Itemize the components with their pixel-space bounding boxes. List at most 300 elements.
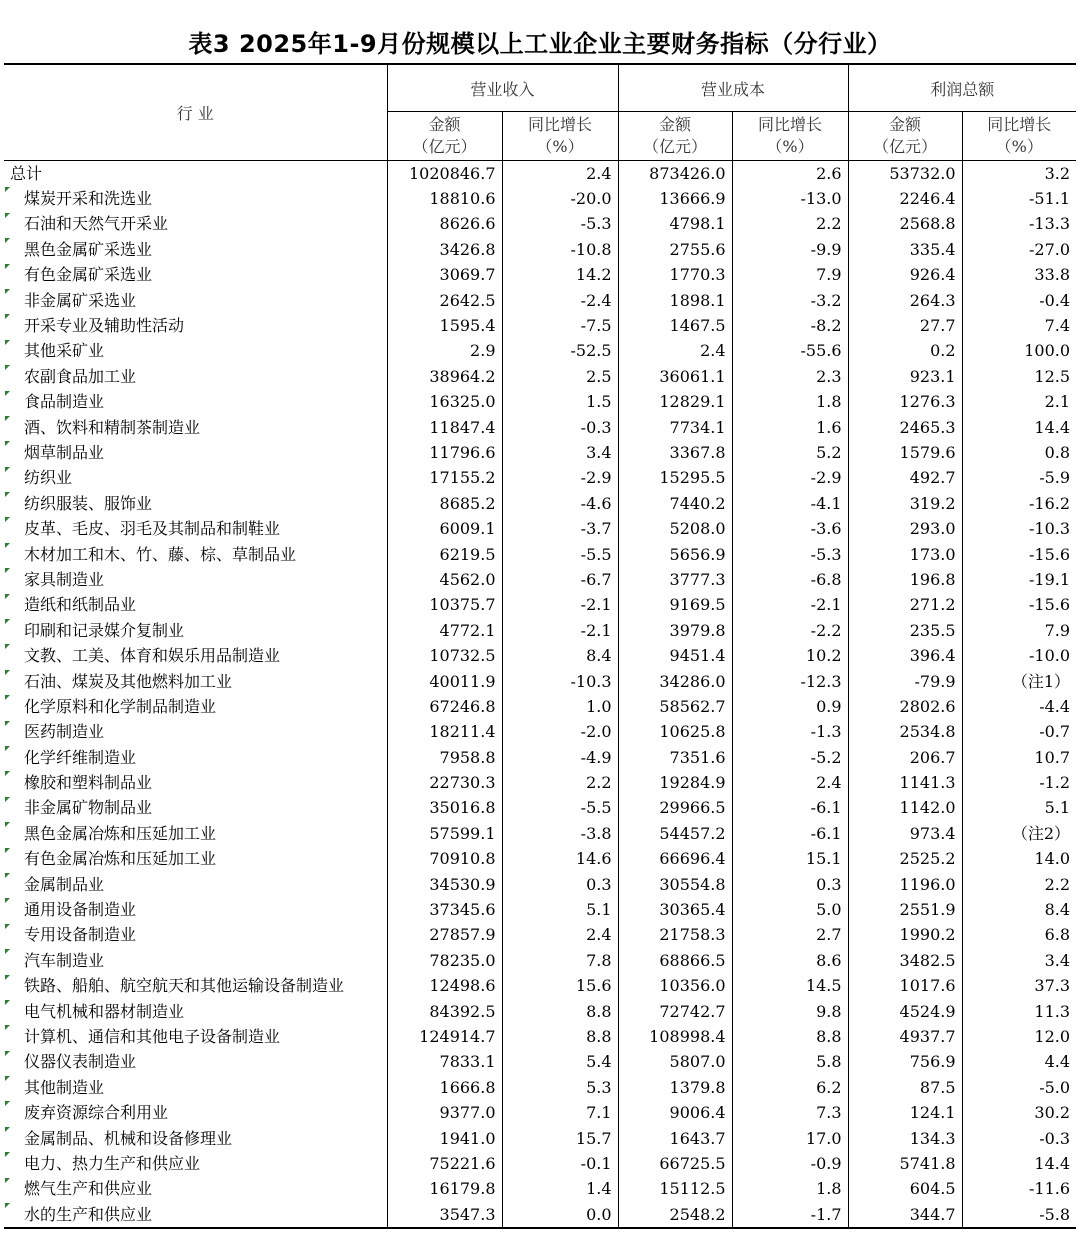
revenue-growth-cell: -4.9 bbox=[502, 745, 618, 770]
profit-amount-cell: 2551.9 bbox=[848, 897, 962, 922]
revenue-amount-cell: 6219.5 bbox=[387, 542, 502, 567]
profit-growth-cell: 2.2 bbox=[962, 872, 1076, 897]
profit-amount-cell: 4524.9 bbox=[848, 999, 962, 1024]
profit-amount-header bbox=[848, 112, 962, 161]
revenue-amount-cell: 1666.8 bbox=[387, 1075, 502, 1100]
cell-comment-marker bbox=[5, 517, 10, 522]
cost-growth-cell: -13.0 bbox=[732, 186, 848, 211]
cost-growth-cell: 2.2 bbox=[732, 212, 848, 237]
industry-name-cell bbox=[4, 364, 387, 389]
profit-amount-cell: 264.3 bbox=[848, 288, 962, 313]
revenue-growth-cell: 1.0 bbox=[502, 694, 618, 719]
cell-comment-marker bbox=[5, 670, 10, 675]
revenue-amount-cell: 22730.3 bbox=[387, 770, 502, 795]
industry-name: 化学纤维制造业 bbox=[24, 747, 137, 767]
table-row bbox=[4, 643, 1076, 668]
industry-name: 化学原料和化学制品制造业 bbox=[24, 696, 217, 716]
profit-amount-cell: 1141.3 bbox=[848, 770, 962, 795]
growth-label: 同比增长 bbox=[528, 115, 593, 134]
profit-growth-cell: -51.1 bbox=[962, 186, 1076, 211]
cost-amount-cell: 66696.4 bbox=[618, 847, 732, 872]
revenue-amount-cell: 1941.0 bbox=[387, 1126, 502, 1151]
revenue-amount-cell: 18810.6 bbox=[387, 186, 502, 211]
cell-comment-marker bbox=[5, 924, 10, 929]
industry-name: 家具制造业 bbox=[24, 569, 105, 589]
table-row bbox=[4, 516, 1076, 541]
revenue-growth-cell: -5.5 bbox=[502, 542, 618, 567]
cell-comment-marker bbox=[5, 848, 10, 853]
cost-amount-cell: 21758.3 bbox=[618, 923, 732, 948]
revenue-amount-cell: 7958.8 bbox=[387, 745, 502, 770]
profit-amount-cell: 604.5 bbox=[848, 1177, 962, 1202]
cost-amount-cell: 19284.9 bbox=[618, 770, 732, 795]
industry-name-cell bbox=[4, 263, 387, 288]
cost-growth-cell: 2.6 bbox=[732, 161, 848, 187]
profit-amount-cell: -79.9 bbox=[848, 669, 962, 694]
industry-name: 黑色金属冶炼和压延加工业 bbox=[24, 823, 217, 843]
cost-growth-cell: 8.8 bbox=[732, 1024, 848, 1049]
revenue-amount-cell: 67246.8 bbox=[387, 694, 502, 719]
cost-amount-cell: 72742.7 bbox=[618, 999, 732, 1024]
cell-comment-marker bbox=[5, 1178, 10, 1183]
industry-name: 其他制造业 bbox=[24, 1077, 105, 1097]
table-row bbox=[4, 313, 1076, 338]
amount-unit: （亿元） bbox=[643, 137, 708, 156]
profit-growth-cell: 5.1 bbox=[962, 796, 1076, 821]
total-row bbox=[4, 161, 1076, 187]
profit-growth-cell: -0.7 bbox=[962, 720, 1076, 745]
cost-growth-cell: 8.6 bbox=[732, 948, 848, 973]
profit-growth-cell: 4.4 bbox=[962, 1050, 1076, 1075]
cost-amount-cell: 9451.4 bbox=[618, 643, 732, 668]
industry-name-cell bbox=[4, 1177, 387, 1202]
revenue-growth-cell: 2.4 bbox=[502, 161, 618, 187]
industry-name: 燃气生产和供应业 bbox=[24, 1179, 153, 1199]
table-row bbox=[4, 567, 1076, 592]
cell-comment-marker bbox=[5, 492, 10, 497]
industry-name: 食品制造业 bbox=[24, 392, 105, 412]
cell-comment-marker bbox=[5, 1101, 10, 1106]
industry-name-cell bbox=[4, 923, 387, 948]
cost-growth-cell: 14.5 bbox=[732, 974, 848, 999]
cell-comment-marker bbox=[5, 289, 10, 294]
cost-growth-cell: -6.1 bbox=[732, 796, 848, 821]
cost-growth-cell: 7.9 bbox=[732, 263, 848, 288]
revenue-amount-cell: 78235.0 bbox=[387, 948, 502, 973]
revenue-growth-cell: 3.4 bbox=[502, 440, 618, 465]
table-row bbox=[4, 1100, 1076, 1125]
revenue-amount-cell: 10375.7 bbox=[387, 593, 502, 618]
industry-name-cell bbox=[4, 1100, 387, 1125]
cell-comment-marker bbox=[5, 822, 10, 827]
table-row bbox=[4, 364, 1076, 389]
cost-amount-cell: 29966.5 bbox=[618, 796, 732, 821]
industry-name-cell bbox=[4, 745, 387, 770]
profit-growth-cell: 12.0 bbox=[962, 1024, 1076, 1049]
growth-unit: （%） bbox=[766, 137, 814, 156]
revenue-growth-cell: -7.5 bbox=[502, 313, 618, 338]
revenue-growth-cell: -4.6 bbox=[502, 491, 618, 516]
table-row bbox=[4, 720, 1076, 745]
cost-growth-cell: 10.2 bbox=[732, 643, 848, 668]
industry-name-cell bbox=[4, 313, 387, 338]
revenue-growth-cell: -52.5 bbox=[502, 339, 618, 364]
cost-amount-cell: 9169.5 bbox=[618, 593, 732, 618]
cost-growth-cell: -0.9 bbox=[732, 1151, 848, 1176]
industry-name: 电气机械和器材制造业 bbox=[24, 1001, 185, 1021]
revenue-amount-cell: 34530.9 bbox=[387, 872, 502, 897]
revenue-growth-cell: 5.3 bbox=[502, 1075, 618, 1100]
cost-amount-cell: 13666.9 bbox=[618, 186, 732, 211]
cost-growth-cell: 0.3 bbox=[732, 872, 848, 897]
table-row bbox=[4, 1024, 1076, 1049]
cell-comment-marker bbox=[5, 644, 10, 649]
revenue-amount-cell: 38964.2 bbox=[387, 364, 502, 389]
profit-amount-cell: 2525.2 bbox=[848, 847, 962, 872]
table-row bbox=[4, 288, 1076, 313]
amount-unit: （亿元） bbox=[873, 137, 938, 156]
industry-name: 煤炭开采和洗选业 bbox=[24, 189, 153, 209]
revenue-amount-cell: 8626.6 bbox=[387, 212, 502, 237]
revenue-growth-cell: -0.1 bbox=[502, 1151, 618, 1176]
industry-name: 有色金属冶炼和压延加工业 bbox=[24, 849, 217, 869]
profit-amount-cell: 27.7 bbox=[848, 313, 962, 338]
profit-growth-cell: 100.0 bbox=[962, 339, 1076, 364]
profit-growth-cell: 6.8 bbox=[962, 923, 1076, 948]
growth-unit: （%） bbox=[995, 137, 1043, 156]
revenue-growth-cell: 1.4 bbox=[502, 1177, 618, 1202]
profit-amount-cell: 5741.8 bbox=[848, 1151, 962, 1176]
industry-name: 有色金属矿采选业 bbox=[24, 265, 153, 285]
industry-name-cell bbox=[4, 440, 387, 465]
industry-name-cell bbox=[4, 1202, 387, 1228]
amount-label: 金额 bbox=[428, 115, 461, 134]
table-row bbox=[4, 770, 1076, 795]
revenue-growth-cell: 14.6 bbox=[502, 847, 618, 872]
table-row bbox=[4, 1126, 1076, 1151]
profit-amount-cell: 396.4 bbox=[848, 643, 962, 668]
industry-name-cell bbox=[4, 999, 387, 1024]
table-row bbox=[4, 1075, 1076, 1100]
profit-amount-cell: 87.5 bbox=[848, 1075, 962, 1100]
table-row bbox=[4, 745, 1076, 770]
revenue-growth-cell: 1.5 bbox=[502, 390, 618, 415]
industry-name-cell bbox=[4, 466, 387, 491]
industry-name: 专用设备制造业 bbox=[24, 925, 137, 945]
industry-name-cell bbox=[4, 237, 387, 262]
cost-amount-cell: 2.4 bbox=[618, 339, 732, 364]
revenue-growth-cell: -20.0 bbox=[502, 186, 618, 211]
profit-amount-cell: 756.9 bbox=[848, 1050, 962, 1075]
cost-amount-cell: 9006.4 bbox=[618, 1100, 732, 1125]
revenue-amount-cell: 3426.8 bbox=[387, 237, 502, 262]
cost-growth-cell: 2.7 bbox=[732, 923, 848, 948]
table-row bbox=[4, 1151, 1076, 1176]
cell-comment-marker bbox=[5, 1000, 10, 1005]
revenue-amount-cell: 6009.1 bbox=[387, 516, 502, 541]
table-title: 表3 2025年1-9月份规模以上工业企业主要财务指标（分行业） bbox=[188, 30, 892, 58]
revenue-amount-cell: 2.9 bbox=[387, 339, 502, 364]
industry-name: 酒、饮料和精制茶制造业 bbox=[24, 417, 201, 437]
profit-growth-cell: （注1） bbox=[962, 669, 1076, 694]
growth-label: 同比增长 bbox=[758, 115, 823, 134]
cost-amount-cell: 1643.7 bbox=[618, 1126, 732, 1151]
industry-name-cell bbox=[4, 186, 387, 211]
profit-amount-cell: 293.0 bbox=[848, 516, 962, 541]
table-row bbox=[4, 923, 1076, 948]
revenue-growth-cell: 0.3 bbox=[502, 872, 618, 897]
profit-growth-cell: -0.4 bbox=[962, 288, 1076, 313]
revenue-amount-cell: 35016.8 bbox=[387, 796, 502, 821]
revenue-growth-cell: 5.4 bbox=[502, 1050, 618, 1075]
profit-growth-cell: -13.3 bbox=[962, 212, 1076, 237]
revenue-amount-cell: 70910.8 bbox=[387, 847, 502, 872]
table-row bbox=[4, 542, 1076, 567]
revenue-growth-cell: 8.8 bbox=[502, 999, 618, 1024]
table-row bbox=[4, 796, 1076, 821]
profit-amount-cell: 344.7 bbox=[848, 1202, 962, 1228]
industry-name-cell bbox=[4, 847, 387, 872]
profit-growth-cell: （注2） bbox=[962, 821, 1076, 846]
revenue-growth-cell: -2.1 bbox=[502, 593, 618, 618]
industry-name: 通用设备制造业 bbox=[24, 900, 137, 920]
table-row bbox=[4, 872, 1076, 897]
amount-label: 金额 bbox=[659, 115, 692, 134]
profit-growth-cell: -10.0 bbox=[962, 643, 1076, 668]
cost-amount-cell: 30554.8 bbox=[618, 872, 732, 897]
profit-growth-header bbox=[962, 112, 1076, 161]
cell-comment-marker bbox=[5, 619, 10, 624]
industry-name: 木材加工和木、竹、藤、棕、草制品业 bbox=[24, 544, 297, 564]
profit-growth-cell: -5.8 bbox=[962, 1202, 1076, 1228]
revenue-growth-cell: -3.8 bbox=[502, 821, 618, 846]
industry-name: 石油和天然气开采业 bbox=[24, 214, 169, 234]
cell-comment-marker bbox=[5, 695, 10, 700]
cost-growth-cell: 5.0 bbox=[732, 897, 848, 922]
cost-amount-cell: 15112.5 bbox=[618, 1177, 732, 1202]
profit-amount-cell: 235.5 bbox=[848, 618, 962, 643]
profit-growth-cell: -15.6 bbox=[962, 542, 1076, 567]
table-row bbox=[4, 847, 1076, 872]
industry-name: 金属制品业 bbox=[24, 874, 105, 894]
cost-growth-cell: -6.8 bbox=[732, 567, 848, 592]
revenue-amount-cell: 3069.7 bbox=[387, 263, 502, 288]
cost-amount-cell: 1467.5 bbox=[618, 313, 732, 338]
profit-amount-cell: 1276.3 bbox=[848, 390, 962, 415]
revenue-amount-cell: 57599.1 bbox=[387, 821, 502, 846]
revenue-amount-cell: 16325.0 bbox=[387, 390, 502, 415]
industry-name-cell bbox=[4, 390, 387, 415]
industry-name-cell bbox=[4, 821, 387, 846]
revenue-amount-cell: 2642.5 bbox=[387, 288, 502, 313]
cost-amount-cell: 1770.3 bbox=[618, 263, 732, 288]
revenue-growth-header bbox=[502, 112, 618, 161]
cost-growth-header bbox=[732, 112, 848, 161]
cell-comment-marker bbox=[5, 975, 10, 980]
cost-amount-cell: 15295.5 bbox=[618, 466, 732, 491]
industry-name: 皮革、毛皮、羽毛及其制品和制鞋业 bbox=[24, 519, 281, 539]
profit-amount-cell: 1142.0 bbox=[848, 796, 962, 821]
industry-name: 农副食品加工业 bbox=[24, 366, 137, 386]
cost-growth-cell: 2.4 bbox=[732, 770, 848, 795]
profit-growth-cell: -5.0 bbox=[962, 1075, 1076, 1100]
cost-amount-cell: 54457.2 bbox=[618, 821, 732, 846]
revenue-amount-cell: 7833.1 bbox=[387, 1050, 502, 1075]
cost-growth-cell: -5.2 bbox=[732, 745, 848, 770]
cell-comment-marker bbox=[5, 1152, 10, 1157]
industry-name-cell bbox=[4, 1050, 387, 1075]
cell-comment-marker bbox=[5, 771, 10, 776]
profit-growth-cell: 7.4 bbox=[962, 313, 1076, 338]
profit-amount-cell: 1990.2 bbox=[848, 923, 962, 948]
revenue-amount-cell: 11796.6 bbox=[387, 440, 502, 465]
cost-amount-cell: 10625.8 bbox=[618, 720, 732, 745]
industry-name: 非金属矿采选业 bbox=[24, 290, 137, 310]
cost-growth-cell: -5.3 bbox=[732, 542, 848, 567]
revenue-growth-cell: -3.7 bbox=[502, 516, 618, 541]
industry-name-cell bbox=[4, 567, 387, 592]
table-row bbox=[4, 821, 1076, 846]
industry-name-cell bbox=[4, 212, 387, 237]
industry-name-cell bbox=[4, 669, 387, 694]
industry-name-cell bbox=[4, 694, 387, 719]
profit-amount-cell: 2246.4 bbox=[848, 186, 962, 211]
industry-name: 金属制品、机械和设备修理业 bbox=[24, 1128, 233, 1148]
profit-amount-cell: 926.4 bbox=[848, 263, 962, 288]
industry-name: 其他采矿业 bbox=[24, 341, 105, 361]
revenue-growth-cell: 2.2 bbox=[502, 770, 618, 795]
cost-growth-cell: 1.6 bbox=[732, 415, 848, 440]
industry-name: 电力、热力生产和供应业 bbox=[24, 1153, 201, 1173]
cost-amount-cell: 7440.2 bbox=[618, 491, 732, 516]
revenue-amount-cell: 12498.6 bbox=[387, 974, 502, 999]
cost-amount-cell: 5656.9 bbox=[618, 542, 732, 567]
cell-comment-marker bbox=[5, 416, 10, 421]
cost-growth-cell: 6.2 bbox=[732, 1075, 848, 1100]
industry-name-cell bbox=[4, 161, 387, 187]
table-row bbox=[4, 897, 1076, 922]
cell-comment-marker bbox=[5, 898, 10, 903]
table-row bbox=[4, 1050, 1076, 1075]
table-row bbox=[4, 415, 1076, 440]
revenue-growth-cell: -2.4 bbox=[502, 288, 618, 313]
profit-amount-cell: 1196.0 bbox=[848, 872, 962, 897]
profit-amount-cell: 124.1 bbox=[848, 1100, 962, 1125]
cell-comment-marker bbox=[5, 568, 10, 573]
cell-comment-marker bbox=[5, 467, 10, 472]
profit-growth-cell: -27.0 bbox=[962, 237, 1076, 262]
cell-comment-marker bbox=[5, 797, 10, 802]
revenue-growth-cell: -10.3 bbox=[502, 669, 618, 694]
profit-growth-cell: 37.3 bbox=[962, 974, 1076, 999]
profit-amount-cell: 2802.6 bbox=[848, 694, 962, 719]
cell-comment-marker bbox=[5, 1076, 10, 1081]
industry-name-cell bbox=[4, 516, 387, 541]
revenue-growth-cell: 7.1 bbox=[502, 1100, 618, 1125]
industry-name: 纺织业 bbox=[24, 468, 73, 488]
growth-unit: （%） bbox=[536, 137, 584, 156]
profit-growth-cell: 11.3 bbox=[962, 999, 1076, 1024]
table-row bbox=[4, 1202, 1076, 1228]
profit-amount-cell: 0.2 bbox=[848, 339, 962, 364]
industry-name-cell bbox=[4, 974, 387, 999]
profit-amount-cell: 973.4 bbox=[848, 821, 962, 846]
revenue-growth-cell: 0.0 bbox=[502, 1202, 618, 1228]
profit-amount-cell: 196.8 bbox=[848, 567, 962, 592]
table-row bbox=[4, 593, 1076, 618]
cell-comment-marker bbox=[5, 949, 10, 954]
revenue-amount-cell: 16179.8 bbox=[387, 1177, 502, 1202]
industry-name: 非金属矿物制品业 bbox=[24, 798, 153, 818]
cost-amount-cell: 3367.8 bbox=[618, 440, 732, 465]
profit-growth-cell: 33.8 bbox=[962, 263, 1076, 288]
industry-name: 烟草制品业 bbox=[24, 442, 105, 462]
revenue-growth-cell: 14.2 bbox=[502, 263, 618, 288]
table-row bbox=[4, 1177, 1076, 1202]
cost-amount-cell: 2548.2 bbox=[618, 1202, 732, 1228]
profit-amount-cell: 4937.7 bbox=[848, 1024, 962, 1049]
cost-amount-cell: 3979.8 bbox=[618, 618, 732, 643]
industry-name: 总计 bbox=[10, 163, 43, 183]
cost-amount-cell: 1379.8 bbox=[618, 1075, 732, 1100]
cost-growth-cell: 5.8 bbox=[732, 1050, 848, 1075]
cost-growth-cell: -8.2 bbox=[732, 313, 848, 338]
profit-amount-cell: 1017.6 bbox=[848, 974, 962, 999]
cost-growth-cell: -1.7 bbox=[732, 1202, 848, 1228]
cost-growth-cell: 1.8 bbox=[732, 390, 848, 415]
revenue-growth-cell: 2.5 bbox=[502, 364, 618, 389]
revenue-amount-cell: 11847.4 bbox=[387, 415, 502, 440]
profit-growth-cell: -5.9 bbox=[962, 466, 1076, 491]
cost-amount-cell: 36061.1 bbox=[618, 364, 732, 389]
industry-name: 石油、煤炭及其他燃料加工业 bbox=[24, 671, 233, 691]
cost-growth-cell: 9.8 bbox=[732, 999, 848, 1024]
cost-growth-cell: -2.1 bbox=[732, 593, 848, 618]
cell-comment-marker bbox=[5, 873, 10, 878]
cost-growth-cell: -9.9 bbox=[732, 237, 848, 262]
cost-growth-cell: -55.6 bbox=[732, 339, 848, 364]
revenue-amount-cell: 17155.2 bbox=[387, 466, 502, 491]
industry-name-cell bbox=[4, 339, 387, 364]
cell-comment-marker bbox=[5, 391, 10, 396]
revenue-growth-cell: 8.4 bbox=[502, 643, 618, 668]
cell-comment-marker bbox=[5, 1025, 10, 1030]
cost-amount-cell: 7734.1 bbox=[618, 415, 732, 440]
profit-growth-cell: 7.9 bbox=[962, 618, 1076, 643]
profit-amount-cell: 271.2 bbox=[848, 593, 962, 618]
revenue-amount-cell: 10732.5 bbox=[387, 643, 502, 668]
cell-comment-marker bbox=[5, 1051, 10, 1056]
profit-growth-cell: 2.1 bbox=[962, 390, 1076, 415]
cost-amount-cell: 3777.3 bbox=[618, 567, 732, 592]
cost-amount-cell: 5807.0 bbox=[618, 1050, 732, 1075]
cost-amount-cell: 10356.0 bbox=[618, 974, 732, 999]
revenue-growth-cell: -2.1 bbox=[502, 618, 618, 643]
table-row bbox=[4, 694, 1076, 719]
cell-comment-marker bbox=[5, 746, 10, 751]
cost-growth-cell: -12.3 bbox=[732, 669, 848, 694]
cell-comment-marker bbox=[5, 340, 10, 345]
cost-growth-cell: 2.3 bbox=[732, 364, 848, 389]
table-row bbox=[4, 669, 1076, 694]
revenue-amount-cell: 84392.5 bbox=[387, 999, 502, 1024]
amount-unit: （亿元） bbox=[412, 137, 477, 156]
industry-name: 仪器仪表制造业 bbox=[24, 1052, 137, 1072]
profit-growth-cell: -19.1 bbox=[962, 567, 1076, 592]
profit-growth-cell: 12.5 bbox=[962, 364, 1076, 389]
table-row bbox=[4, 186, 1076, 211]
profit-growth-cell: -0.3 bbox=[962, 1126, 1076, 1151]
